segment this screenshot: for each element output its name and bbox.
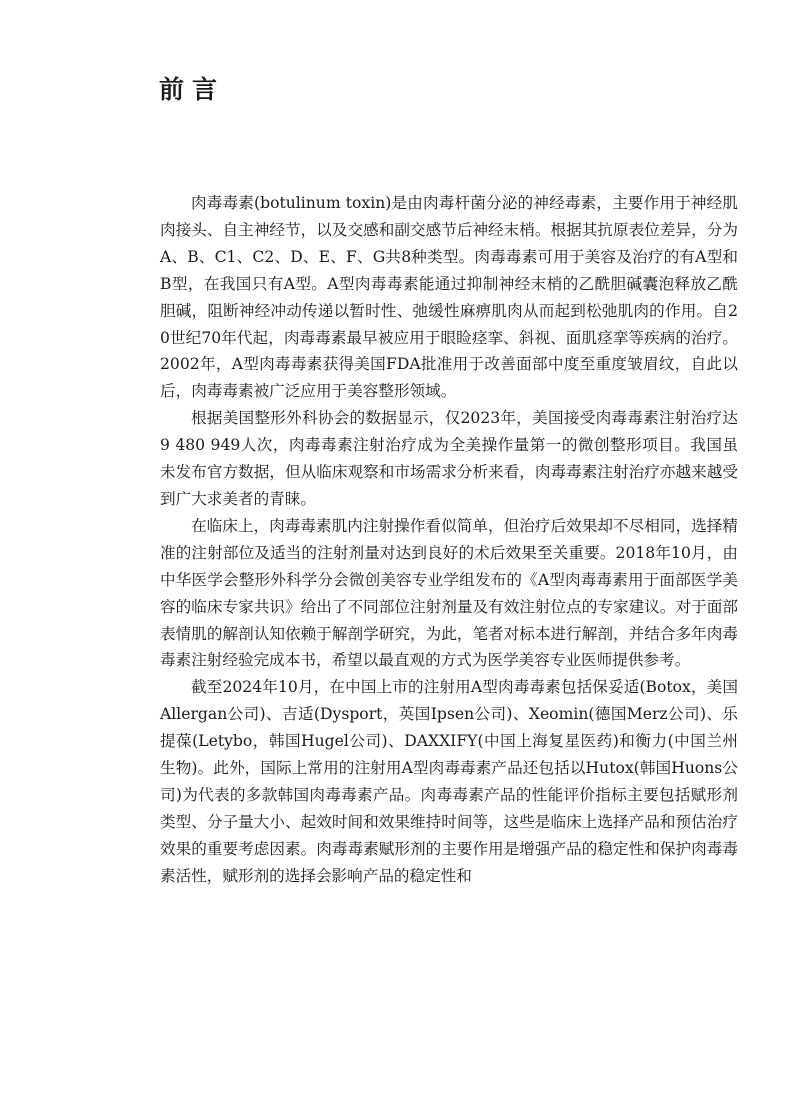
paragraph-1: 肉毒毒素(botulinum toxin)是由肉毒杆菌分泌的神经毒素，主要作用于神经肌肉接头、自主神经节，以及交感和副交感节后神经末梢。根据其抗原表位差异，分为A、B、C1、C2、D、E、F、G共8种类型。肉毒毒素可用于美容及治疗的有A型和B型，在我国只有A型。A型肉毒毒素能通过抑制神经末梢的乙酰胆碱囊泡释放乙酰胆碱，阻断神经冲动传递以暂时性、弛缓性麻痹肌肉从而起到松弛肌肉的作用。自20世纪70年代起，肉毒毒素最早被应用于眼睑痉挛、斜视、面肌痉挛等疾病的治疗。2002年，A型肉毒毒素获得美国FDA批准用于改善面部中度至重度皱眉纹，自此以后，肉毒毒素被广泛应用于美容整形领域。 — [160, 194, 738, 401]
paragraph-2: 根据美国整形外科协会的数据显示，仅2023年，美国接受肉毒毒素注射治疗达9 480 949人次，肉毒毒素注射治疗成为全美操作量第一的微创整形项目。我国虽未发布官方数据，但从临床观察和市场需求分析来看，肉毒毒素注射治疗亦越来越受到广大求美者的青睐。 — [160, 409, 738, 508]
paragraph-3: 在临床上，肉毒毒素肌内注射操作看似简单，但治疗后效果却不尽相同，选择精准的注射部位及适当的注射剂量对达到良好的术后效果至关重要。2018年10月，由中华医学会整形外科学分会微创美容专业学组发布的《A型肉毒毒素用于面部医学美容的临床专家共识》给出了不同部位注射剂量及有效注射位点的专家建议。对于面部表情肌的解剖认知依赖于解剖学研究，为此，笔者对标本进行解剖，并结合多年肉毒毒素注射经验完成本书，希望以最直观的方式为医学美容专业医师提供参考。 — [160, 516, 738, 670]
body-text — [160, 190, 738, 890]
page-title: 前言 — [159, 75, 226, 104]
paragraph-4: 截至2024年10月，在中国上市的注射用A型肉毒毒素包括保妥适(Botox，美国Allergan公司)、吉适(Dysport，英国Ipsen公司)、Xeomin(德国Merz公司)、乐提葆(Letybo，韩国Hugel公司)、DAXXIFY(中国上海复星医药)和衡力(中国兰州生物)。此外，国际上常用的注射用A型肉毒毒素产品还包括以Hutox(韩国Huons公司)为代表的多款韩国肉毒毒素产品。肉毒毒素产品的性能评价指标主要包括赋形剂类型、分子量大小、起效时间和效果维持时间等，这些是临床上选择产品和预估治疗效果的重要考虑因素。肉毒毒素赋形剂的主要作用是增强产品的稳定性和保护肉毒毒素活性，赋形剂的选择会影响产品的稳定性和 — [160, 678, 738, 885]
